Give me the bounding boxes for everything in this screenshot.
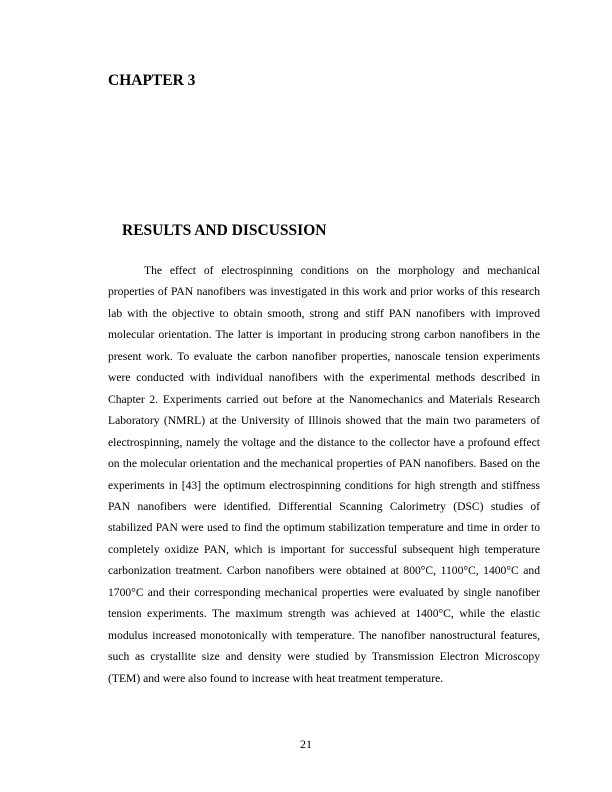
page-number: 21	[300, 737, 312, 751]
body-paragraph: The effect of electrospinning conditions on the morphology and mechanical properties of PAN nanofibers was investigated in this work and prior works of this research lab with the objective to obtain smooth, strong and stiff PAN nanofibers with improved molecular orientation. The latter is important in producing strong carbon nanofibers in the present work. To evaluate the carbon nanofiber properties, nanoscale tension experiments were conducted with individual nanofibers with the experimental methods described in Chapter 2. Experiments carried out before at the Nanomechanics and Materials Research Laboratory (NMRL) at the University of Illinois showed that the main two parameters of electrospinning, namely the voltage and the distance to the collector have a profound effect on the molecular orientation and the mechanical properties of PAN nanofibers. Based on the experiments in [43] the optimum electrospinning conditions for high strength and stiffness PAN nanofibers were identified. Differential Scanning Calorimetry (DSC) studies of stabilized PAN were used to find the optimum stabilization temperature and time in order to completely oxidize PAN, which is important for successful subsequent high temperature carbonization treatment. Carbon nanofibers were obtained at 800°C, 1100°C, 1400°C and 1700°C and their corresponding mechanical properties were evaluated by single nanofiber tension experiments. The maximum strength was achieved at 1400°C, while the elastic modulus increased monotonically with temperature. The nanofiber nanostructural features, such as crystallite size and density were studied by Transmission Electron Microscopy (TEM) and were also found to increase with heat treatment temperature.	[108, 264, 540, 685]
chapter-heading: CHAPTER 3	[108, 72, 196, 89]
section-title: RESULTS AND DISCUSSION	[122, 222, 327, 239]
